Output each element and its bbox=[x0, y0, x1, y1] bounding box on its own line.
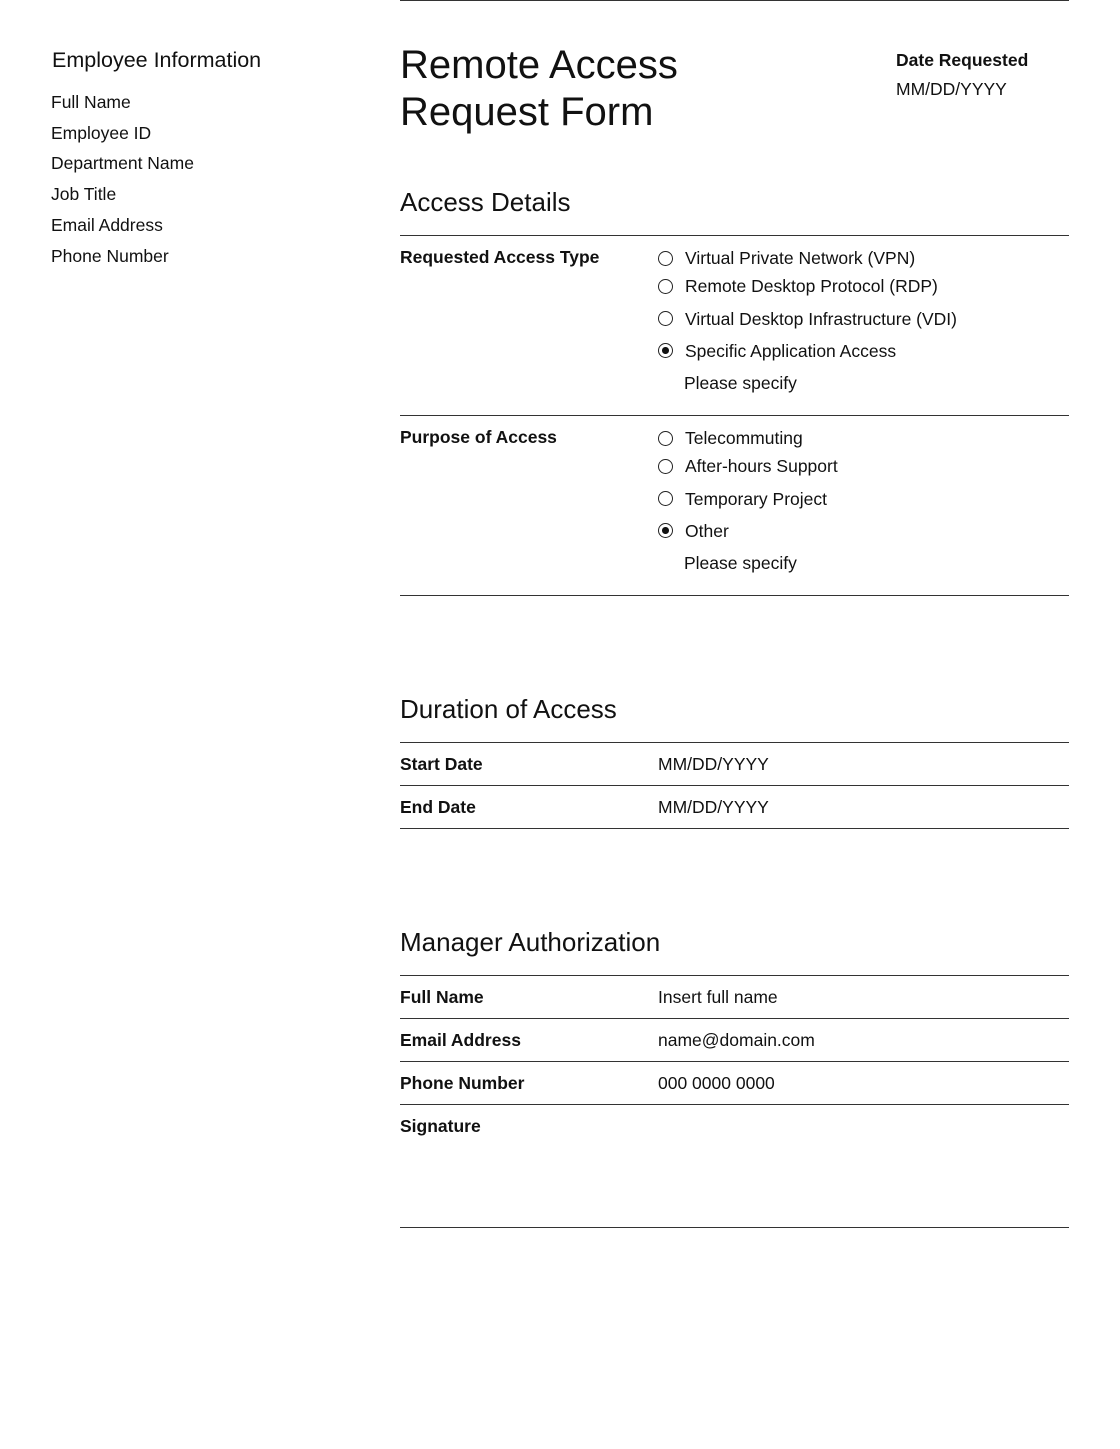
manager-email-row bbox=[400, 1018, 1069, 1061]
radio-checked-icon[interactable] bbox=[658, 523, 673, 538]
top-rule bbox=[400, 0, 1069, 1]
radio-unchecked-icon[interactable] bbox=[658, 491, 673, 506]
option-label: Virtual Private Network (VPN) bbox=[685, 248, 916, 268]
manager-phone-row bbox=[400, 1061, 1069, 1104]
purpose-option-other[interactable] bbox=[658, 513, 1069, 549]
option-label: Specific Application Access bbox=[685, 340, 897, 361]
option-label: Telecommuting bbox=[685, 428, 803, 448]
option-label: Other bbox=[685, 520, 729, 541]
date-requested-label: Date Requested bbox=[896, 50, 1029, 70]
manager-phone-label: Phone Number bbox=[400, 1073, 525, 1093]
access-type-row bbox=[400, 235, 1069, 415]
radio-unchecked-icon[interactable] bbox=[658, 279, 673, 294]
manager-name-label: Full Name bbox=[400, 987, 484, 1007]
signature-row[interactable] bbox=[400, 1104, 1069, 1228]
start-date-field[interactable]: MM/DD/YYYY bbox=[658, 754, 769, 774]
manager-email-label: Email Address bbox=[400, 1030, 521, 1050]
access-type-option-application[interactable] bbox=[658, 333, 1069, 369]
date-requested bbox=[896, 46, 1076, 104]
duration-title: Duration of Access bbox=[400, 694, 617, 724]
page-title-line-2: Request Form bbox=[400, 90, 654, 134]
purpose-option-temporary[interactable] bbox=[658, 480, 1069, 516]
option-label: After-hours Support bbox=[685, 456, 838, 477]
manager-name-field[interactable]: Insert full name bbox=[658, 987, 778, 1007]
employee-information bbox=[51, 45, 351, 271]
radio-unchecked-icon[interactable] bbox=[658, 311, 673, 326]
employee-full-name-field[interactable]: Full Name bbox=[51, 92, 131, 112]
end-date-row bbox=[400, 785, 1069, 829]
end-date-label: End Date bbox=[400, 797, 476, 817]
employee-job-title-field[interactable]: Job Title bbox=[51, 184, 117, 205]
manager-name-row bbox=[400, 975, 1069, 1018]
manager-phone-field[interactable]: 000 0000 0000 bbox=[658, 1073, 775, 1093]
employee-info-title: Employee Information bbox=[52, 48, 262, 72]
radio-unchecked-icon[interactable] bbox=[658, 459, 673, 474]
end-date-field[interactable]: MM/DD/YYYY bbox=[658, 797, 769, 817]
employee-phone-field[interactable]: Phone Number bbox=[51, 245, 169, 266]
purpose-option-after-hours[interactable] bbox=[658, 448, 1069, 484]
employee-department-field[interactable]: Department Name bbox=[51, 153, 194, 174]
start-date-label: Start Date bbox=[400, 754, 483, 774]
manager-section bbox=[400, 925, 1069, 1228]
access-type-option-rdp[interactable] bbox=[658, 268, 1069, 304]
employee-id-field[interactable]: Employee ID bbox=[51, 122, 152, 143]
access-type-options bbox=[658, 244, 1069, 401]
radio-unchecked-icon[interactable] bbox=[658, 431, 673, 446]
signature-label: Signature bbox=[400, 1116, 481, 1136]
start-date-row bbox=[400, 742, 1069, 785]
purpose-label: Purpose of Access bbox=[400, 427, 557, 447]
duration-section bbox=[400, 692, 1069, 829]
purpose-specify-field[interactable]: Please specify bbox=[684, 553, 797, 574]
page-title bbox=[400, 42, 820, 136]
option-label: Remote Desktop Protocol (RDP) bbox=[685, 276, 938, 297]
employee-email-field[interactable]: Email Address bbox=[51, 214, 163, 235]
option-label: Temporary Project bbox=[685, 488, 827, 509]
page-title-line-1: Remote Access bbox=[400, 43, 678, 87]
access-type-option-vdi[interactable] bbox=[658, 300, 1069, 336]
access-type-specify-field[interactable]: Please specify bbox=[684, 373, 797, 394]
access-details-title: Access Details bbox=[400, 187, 571, 217]
date-requested-field[interactable]: MM/DD/YYYY bbox=[896, 79, 1007, 99]
option-label: Virtual Desktop Infrastructure (VDI) bbox=[685, 308, 957, 329]
manager-email-field[interactable]: name@domain.com bbox=[658, 1030, 815, 1050]
purpose-row bbox=[400, 415, 1069, 596]
radio-checked-icon[interactable] bbox=[658, 343, 673, 358]
access-type-label: Requested Access Type bbox=[400, 247, 600, 267]
access-details-section bbox=[400, 185, 1069, 596]
radio-unchecked-icon[interactable] bbox=[658, 251, 673, 266]
manager-title: Manager Authorization bbox=[400, 927, 661, 957]
purpose-options bbox=[658, 424, 1069, 581]
